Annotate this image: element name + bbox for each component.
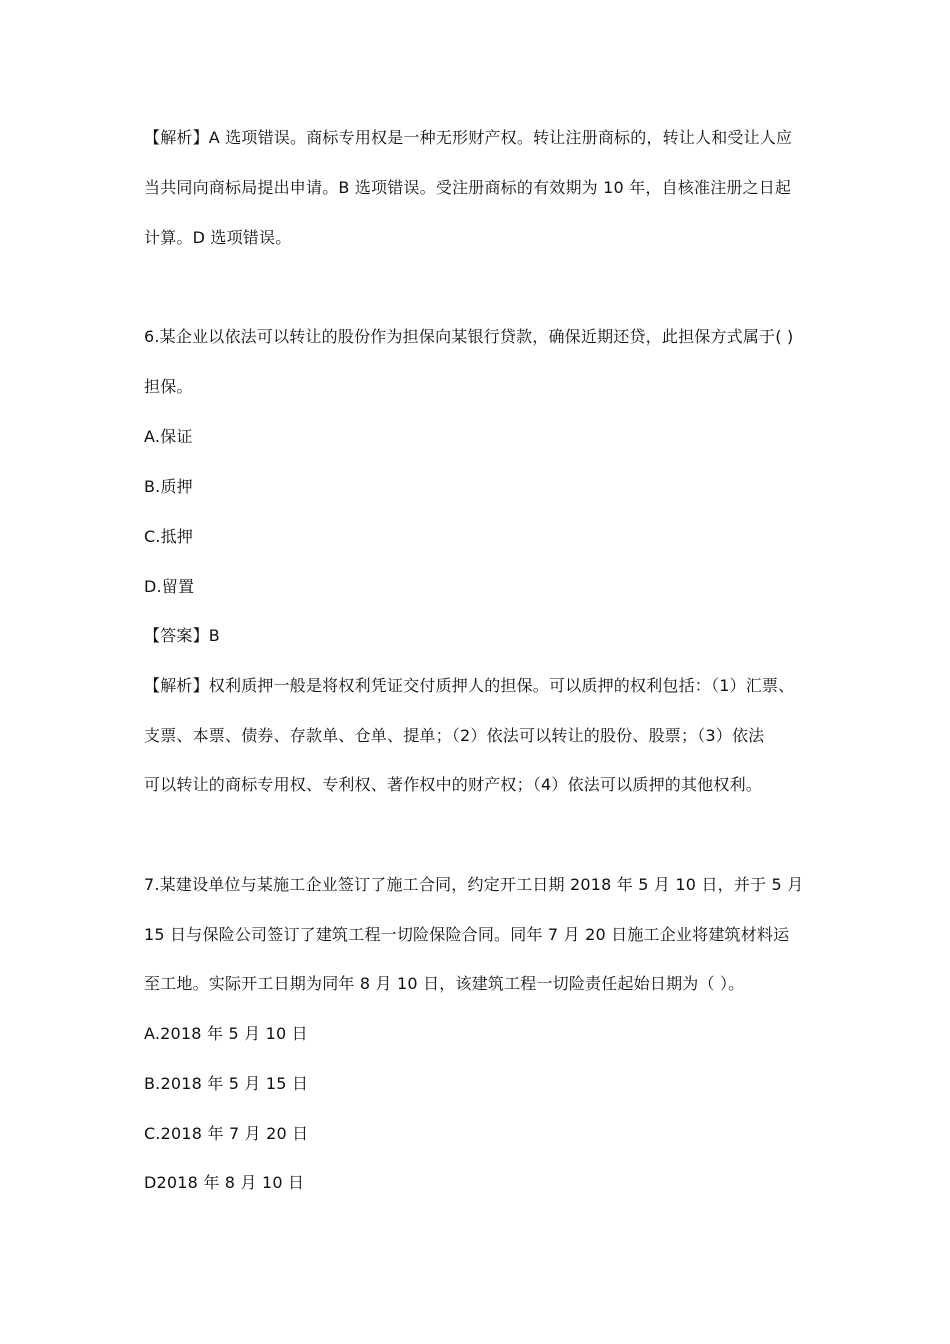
q7-stem-line-1: 7.某建设单位与某施工企业签订了施工合同，约定开工日期 2018 年 5 月 10 日，并于 5 月: [144, 875, 804, 894]
prev-analysis-line-3: 计算。D 选项错误。: [144, 228, 292, 247]
q6-option-c: C.抵押: [144, 527, 194, 546]
q7-option-c: C.2018 年 7 月 20 日: [144, 1124, 309, 1143]
q6-analysis-line-3: 可以转让的商标专用权、专利权、著作权中的财产权；（4）依法可以质押的其他权利。: [144, 775, 762, 794]
q7-stem-line-2: 15 日与保险公司签订了建筑工程一切险保险合同。同年 7 月 20 日施工企业将建筑材料运: [144, 925, 790, 944]
q7-option-b: B.2018 年 5 月 15 日: [144, 1074, 309, 1093]
q6-stem-line-1: 6.某企业以依法可以转让的股份作为担保向某银行贷款，确保近期还贷，此担保方式属于( ): [144, 327, 794, 346]
q7-option-d: D2018 年 8 月 10 日: [144, 1173, 305, 1192]
q6-option-a: A.保证: [144, 427, 193, 446]
q6-stem-line-2: 担保。: [144, 377, 193, 396]
q6-analysis-line-2: 支票、本票、债券、存款单、仓单、提单；（2）依法可以转让的股份、股票；（3）依法: [144, 726, 765, 745]
q7-option-a: A.2018 年 5 月 10 日: [144, 1024, 308, 1043]
q6-option-b: B.质押: [144, 477, 193, 496]
q6-option-d: D.留置: [144, 577, 195, 596]
q7-stem-line-3: 至工地。实际开工日期为同年 8 月 10 日，该建筑工程一切险责任起始日期为（ ）。: [144, 974, 745, 993]
q6-analysis-line-1: 【解析】权利质押一般是将权利凭证交付质押人的担保。可以质押的权利包括：（1）汇票、: [144, 676, 795, 695]
prev-analysis-line-2: 当共同向商标局提出申请。B 选项错误。受注册商标的有效期为 10 年，自核准注册之日起: [144, 178, 792, 197]
q6-answer: 【答案】B: [144, 626, 220, 645]
prev-analysis-line-1: 【解析】A 选项错误。商标专用权是一种无形财产权。转让注册商标的，转让人和受让人应: [144, 128, 793, 147]
